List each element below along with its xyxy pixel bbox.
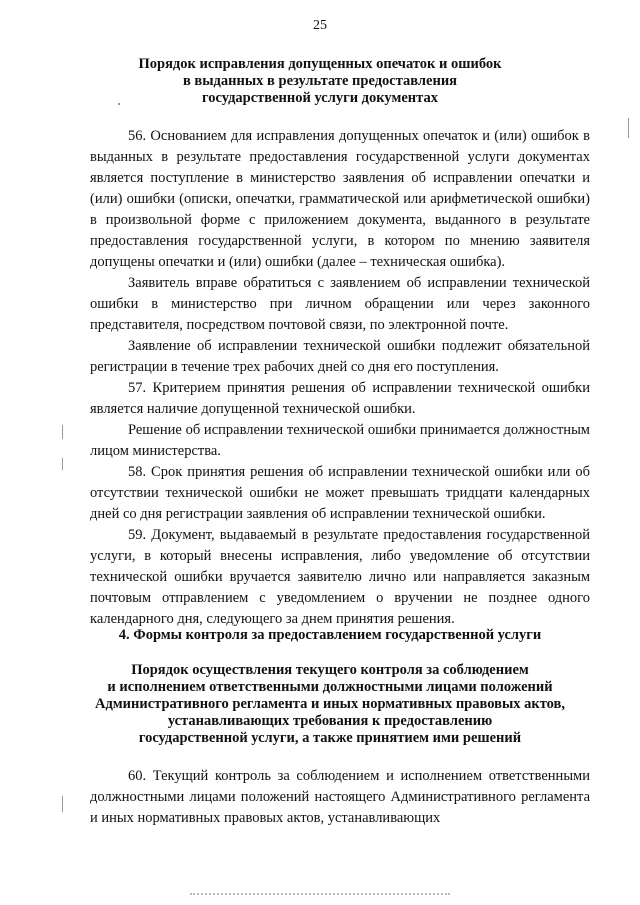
scan-mark bbox=[118, 103, 120, 105]
scan-mark bbox=[628, 118, 629, 138]
scan-mark bbox=[62, 458, 63, 470]
paragraph-56: 56. Основанием для исправления допущенных опечаток и (или) ошибок в выданных в результате предоставления государственной услуги документах является поступление в министерство заявления об исправлении опечатки и (или) ошибки (описки, опечатки, грамматической или арифметической ошибки) в произвольной форме с приложением документа, выданного в результате предоставления государственной услуги, в котором по мнению заявителя допущены опечатки и (или) ошибки (далее – техническая ошибка). bbox=[90, 128, 590, 270]
heading-line: устанавливающих требования к предоставлению bbox=[167, 713, 493, 729]
scan-mark bbox=[62, 796, 63, 812]
control-body bbox=[90, 766, 590, 829]
corrections-body bbox=[90, 126, 590, 630]
heading-line: Порядок осуществления текущего контроля за соблюдением bbox=[131, 662, 529, 678]
heading-line: государственной услуги, а также принятием ими решений bbox=[138, 730, 522, 746]
heading-line: в выданных в результате предоставления bbox=[182, 73, 458, 89]
paragraph-60: 60. Текущий контроль за соблюдением и исполнением ответственными должностными лицами положений настоящего Административного регламента и иных нормативных правовых актов, устанавливающих bbox=[90, 768, 590, 826]
section-heading-control-forms: 4. Формы контроля за предоставлением государственной услуги bbox=[118, 627, 542, 643]
paragraph-decision: Решение об исправлении технической ошибки принимается должностным лицом министерства. bbox=[90, 422, 590, 459]
heading-line: и исполнением ответственными должностными лицами положений bbox=[107, 679, 553, 695]
heading-line: государственной услуги документах bbox=[202, 90, 438, 106]
paragraph-57: 57. Критерием принятия решения об исправлении технической ошибки является наличие допущенной технической ошибки. bbox=[90, 380, 590, 417]
paragraph-applicant: Заявитель вправе обратиться с заявлением об исправлении технической ошибки в министерство при личном обращении или через законного представителя, посредством почтовой связи, по электронной почте. bbox=[90, 275, 590, 333]
section-heading-corrections bbox=[70, 56, 570, 107]
paragraph-58: 58. Срок принятия решения об исправлении технической ошибки или об отсутствии технической ошибки не может превышать тридцати календарных дней со дня регистрации заявления об исправлении технической ошибки. bbox=[90, 464, 590, 522]
page-number: 25 bbox=[313, 18, 327, 33]
heading-line: Административного регламента и иных нормативных правовых актов, bbox=[94, 696, 566, 712]
scan-mark bbox=[62, 425, 63, 439]
paragraph-59: 59. Документ, выдаваемый в результате предоставления государственной услуги, в который внесены исправления, либо уведомление об отсутствии технической ошибки вручается заявителю лично или направляется заказным почтовым отправлением с уведомлением о вручении не позднее одного календарного дня, следующего за днем принятия решения. bbox=[90, 527, 590, 627]
paragraph-registration: Заявление об исправлении технической ошибки подлежит обязательной регистрации в течение трех рабочих дней со дня его поступления. bbox=[90, 338, 590, 375]
section-heading-current-control bbox=[60, 662, 600, 747]
heading-line: Порядок исправления допущенных опечаток и ошибок bbox=[138, 56, 502, 72]
scan-artifact-line bbox=[190, 893, 450, 895]
